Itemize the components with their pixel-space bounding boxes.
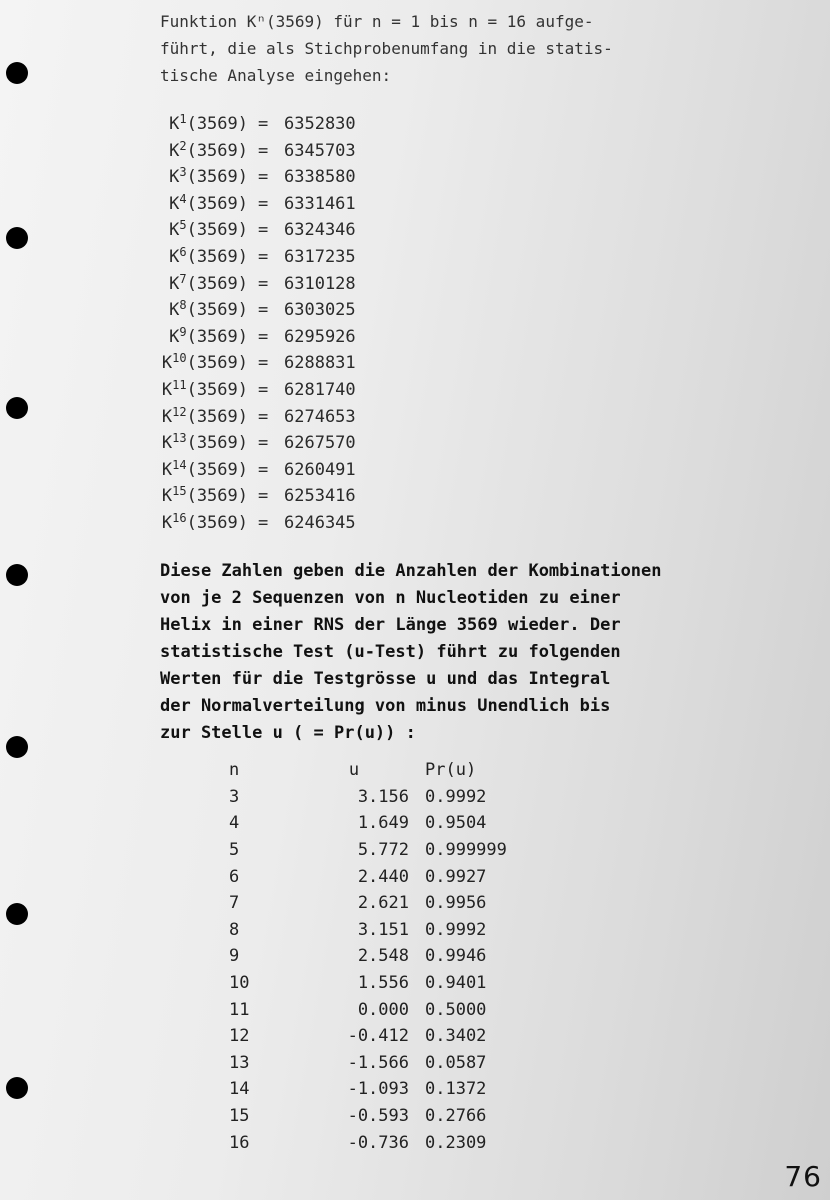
cell-n: 16: [229, 1132, 250, 1153]
equals-sign: =: [258, 353, 269, 374]
k-value: 6288831: [284, 353, 356, 374]
cell-pr: 0.1372: [425, 1079, 487, 1100]
k-argument: (3569): [186, 246, 248, 267]
equals-sign: =: [258, 273, 269, 294]
cell-pr: 0.9927: [425, 866, 487, 887]
k-expression: $K^{12}(3569)$: [161, 404, 248, 427]
cell-n: 14: [229, 1079, 250, 1100]
k-expression: $K^4(3569)$: [169, 191, 248, 214]
k-value: 6267570: [284, 433, 356, 454]
cell-n: 3: [229, 786, 240, 807]
equals-sign: =: [258, 140, 269, 161]
punch-hole: [6, 397, 28, 419]
k-expression: $K^5(3569)$: [169, 218, 248, 241]
k-value-row: [146, 106, 356, 133]
cell-pr: 0.2766: [425, 1106, 487, 1127]
equals-sign: =: [258, 220, 269, 241]
k-value-list: [146, 106, 356, 532]
cell-n: 10: [229, 973, 250, 994]
k-value: 6331461: [284, 193, 356, 214]
k-value: 6253416: [284, 486, 356, 507]
k-expression: $K^1(3569)$: [169, 112, 248, 134]
k-argument: (3569): [186, 167, 248, 188]
k-value: 6295926: [284, 326, 356, 347]
k-value: 6338580: [284, 167, 356, 188]
k-argument: (3569): [186, 114, 248, 134]
table-row: [215, 810, 535, 837]
k-argument: (3569): [186, 300, 248, 321]
k-expression: $K^8(3569)$: [169, 298, 248, 321]
k-expression: $K^2(3569)$: [169, 138, 248, 161]
k-expression: $K^7(3569)$: [169, 271, 248, 294]
cell-u: 5.772: [357, 840, 409, 861]
equals-sign: =: [258, 486, 269, 507]
k-argument: (3569): [186, 406, 248, 427]
punch-hole: [6, 227, 28, 249]
cell-pr: 0.9401: [425, 973, 487, 994]
cell-pr: 0.9992: [425, 919, 487, 940]
cell-u: 2.621: [357, 893, 409, 914]
equals-sign: =: [258, 326, 269, 347]
cell-u: -0.736: [347, 1132, 409, 1153]
cell-pr: 0.999999: [425, 840, 507, 861]
cell-u: 3.151: [357, 919, 409, 940]
punch-hole: [6, 1077, 28, 1099]
cell-u: 2.548: [357, 946, 409, 967]
k-expression: $K^9(3569)$: [169, 324, 248, 347]
table-row: [215, 943, 535, 970]
table-header-row: [215, 757, 535, 784]
equals-sign: =: [258, 300, 269, 321]
column-header-u: u: [348, 760, 360, 781]
k-value: 6352830: [284, 114, 356, 134]
cell-n: 5: [229, 840, 240, 861]
cell-pr: 0.5000: [425, 999, 487, 1020]
cell-u: 3.156: [357, 786, 409, 807]
cell-u: -0.593: [347, 1106, 409, 1127]
punch-hole: [6, 903, 28, 925]
k-expression: $K^6(3569)$: [169, 244, 248, 267]
k-expression: $K^3(3569)$: [169, 165, 248, 188]
column-header-n: n: [229, 760, 240, 781]
k-exponent: 1: [179, 112, 187, 126]
k-argument: (3569): [186, 353, 248, 374]
cell-u: 2.440: [357, 866, 409, 887]
k-expression: $K^{13}(3569)$: [161, 431, 248, 454]
k-exponent: 6: [179, 244, 187, 259]
table-row: [215, 784, 535, 811]
table-row: [215, 1076, 535, 1103]
equals-sign: =: [258, 433, 269, 454]
k-exponent: 13: [172, 431, 187, 446]
cell-n: 8: [229, 919, 240, 940]
k-exponent: 7: [179, 271, 187, 286]
table-row: [215, 917, 535, 944]
cell-pr: 0.9992: [425, 786, 487, 807]
k-exponent: 10: [172, 351, 187, 366]
k-exponent: 5: [179, 218, 187, 233]
table-row: [215, 996, 535, 1023]
table-row: [215, 1050, 535, 1077]
table-row: [215, 863, 535, 890]
equals-sign: =: [258, 406, 269, 427]
k-value: 6274653: [284, 406, 356, 427]
cell-n: 9: [229, 946, 240, 967]
k-argument: (3569): [186, 140, 248, 161]
k-value: 6324346: [284, 220, 356, 241]
u-test-table: [215, 757, 535, 1156]
k-value: 6310128: [284, 273, 356, 294]
punch-hole: [6, 736, 28, 758]
k-exponent: 8: [179, 298, 187, 313]
equals-sign: =: [258, 246, 269, 267]
k-value: 6303025: [284, 300, 356, 321]
k-exponent: 15: [172, 484, 187, 499]
cell-n: 12: [229, 1026, 250, 1047]
cell-pr: 0.0587: [425, 1052, 487, 1073]
k-exponent: 2: [179, 138, 187, 153]
cell-n: 4: [229, 813, 240, 834]
intro-text: Funktion Kⁿ(3569) für n = 1 bis n = 16 aufge- führt, die als Stichprobenumfang in die statis- tische Analyse eingehen:: [160, 12, 613, 85]
k-exponent: 14: [172, 457, 187, 472]
cell-u: -0.412: [347, 1026, 409, 1047]
cell-n: 7: [229, 893, 240, 914]
k-argument: (3569): [186, 193, 248, 214]
k-exponent: 9: [179, 324, 187, 339]
table-row: [215, 1129, 535, 1156]
table-row: [215, 1103, 535, 1130]
cell-n: 11: [229, 999, 250, 1020]
k-value: 6281740: [284, 379, 356, 400]
equals-sign: =: [258, 114, 269, 134]
column-header-pr: Pr(u): [425, 760, 477, 781]
k-expression: $K^{11}(3569)$: [161, 377, 248, 400]
cell-u: 0.000: [357, 999, 409, 1020]
k-argument: (3569): [186, 220, 248, 241]
k-argument: (3569): [186, 379, 248, 400]
k-argument: (3569): [186, 512, 248, 533]
k-value: 6345703: [284, 140, 356, 161]
k-value: 6246345: [284, 512, 356, 533]
equals-sign: =: [258, 512, 269, 533]
cell-pr: 0.2309: [425, 1132, 487, 1153]
k-exponent: 11: [172, 377, 187, 392]
k-argument: (3569): [186, 486, 248, 507]
k-expression: $K^{14}(3569)$: [161, 457, 248, 480]
k-argument: (3569): [186, 273, 248, 294]
table-row: [215, 1023, 535, 1050]
cell-pr: 0.3402: [425, 1026, 487, 1047]
table-row: [215, 970, 535, 997]
cell-pr: 0.9946: [425, 946, 487, 967]
k-expression: $K^{15}(3569)$: [161, 484, 248, 507]
k-value: 6260491: [284, 459, 356, 480]
cell-pr: 0.9504: [425, 813, 487, 834]
cell-n: 13: [229, 1052, 250, 1073]
equals-sign: =: [258, 459, 269, 480]
equals-sign: =: [258, 193, 269, 214]
k-exponent: 16: [172, 510, 187, 525]
k-exponent: 4: [179, 191, 187, 206]
k-exponent: 3: [179, 165, 187, 180]
k-expression: $K^{16}(3569)$: [161, 510, 248, 533]
table-row: [215, 837, 535, 864]
k-value: 6317235: [284, 246, 356, 267]
punch-hole: [6, 62, 28, 84]
cell-n: 15: [229, 1106, 250, 1127]
punch-hole: [6, 564, 28, 586]
equals-sign: =: [258, 379, 269, 400]
cell-pr: 0.9956: [425, 893, 487, 914]
k-expression: $K^{10}(3569)$: [161, 351, 248, 374]
table-row: [215, 890, 535, 917]
k-argument: (3569): [186, 433, 248, 454]
equals-sign: =: [258, 167, 269, 188]
k-argument: (3569): [186, 326, 248, 347]
explanation-paragraph: Diese Zahlen geben die Anzahlen der Kombinationen von je 2 Sequenzen von n Nucleotiden zu einer Helix in einer RNS der Länge 3569 wieder. Der statistische Test (u-Test) führt zu folgenden Werten für die Testgrösse u und das Integral der Normalverteilung von minus Unendlich bis zur Stelle u ( = Pr(u)) :: [160, 561, 662, 743]
k-exponent: 12: [172, 404, 187, 419]
k-argument: (3569): [186, 459, 248, 480]
cell-u: -1.566: [347, 1052, 409, 1073]
cell-u: 1.556: [357, 973, 409, 994]
cell-n: 6: [229, 866, 240, 887]
cell-u: 1.649: [357, 813, 409, 834]
page-number: 76: [784, 1160, 822, 1193]
cell-u: -1.093: [347, 1079, 409, 1100]
